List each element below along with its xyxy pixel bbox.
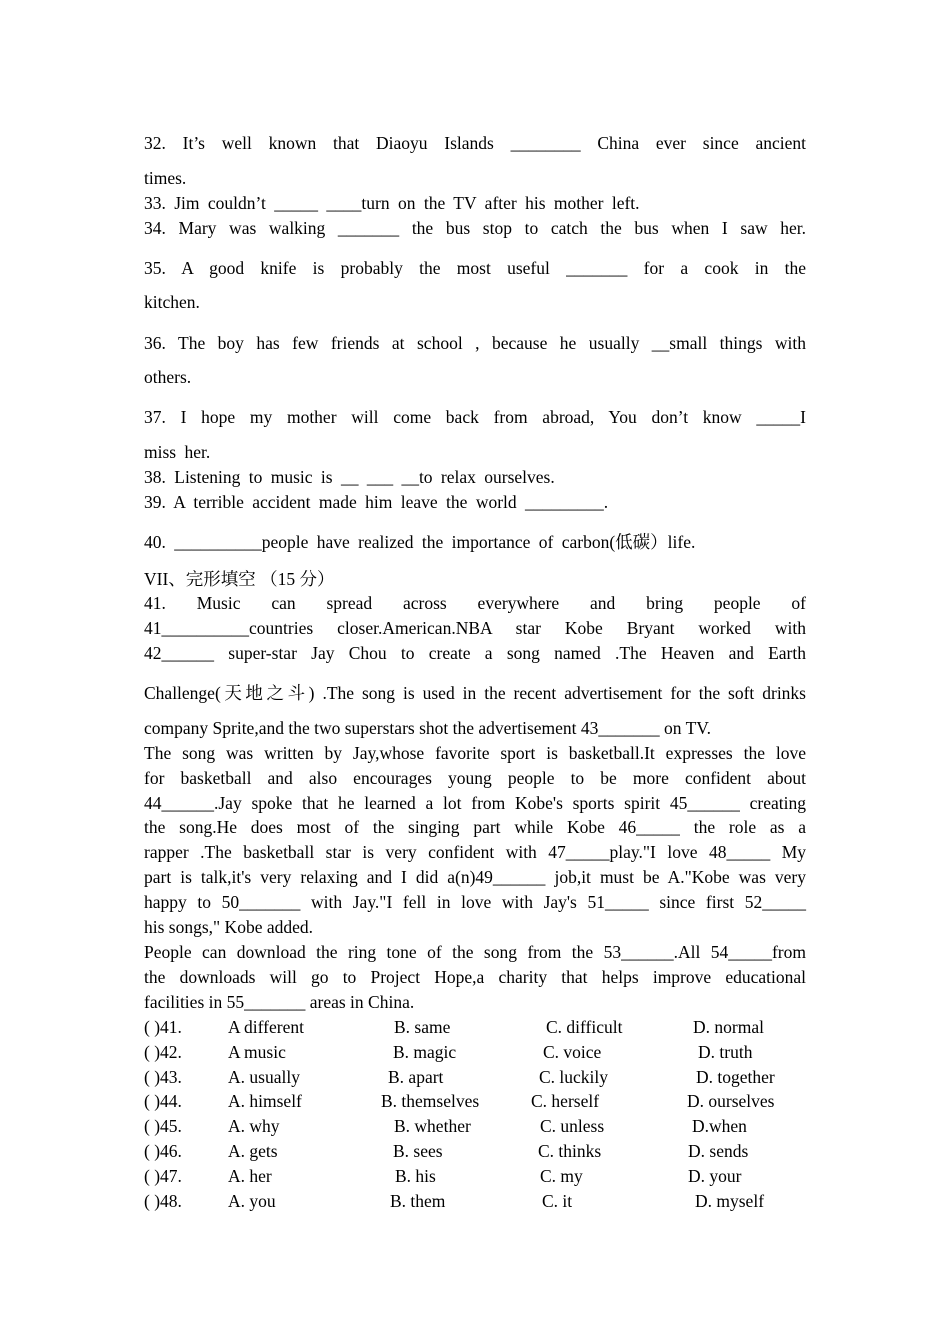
option-b: B. whether (394, 1116, 471, 1136)
option-a: A. why (228, 1116, 280, 1136)
question-37-line-2: miss her. (144, 442, 211, 462)
option-d: D. normal (693, 1017, 764, 1037)
option-c: C. it (542, 1191, 573, 1211)
option-c: C. unless (540, 1116, 605, 1136)
question-32-line-2: times. (144, 168, 187, 188)
passage-line-14: People can download the ring tone of the song from the 53______.All 54_____from (144, 942, 806, 962)
passage-line-7: for basketball and also encourages young people to be more confident about (144, 768, 806, 788)
passage-line-1: 41. Music can spread across everywhere and bring people of (144, 593, 806, 613)
question-number: ( )42. (144, 1042, 182, 1062)
option-c: C. voice (543, 1042, 602, 1062)
question-number: ( )43. (144, 1067, 182, 1087)
question-37-line-1: 37. I hope my mother will come back from abroad, You don’t know _____I (144, 407, 806, 427)
option-b: B. his (395, 1166, 436, 1186)
passage-line-10: rapper .The basketball star is very confident with 47_____play."I love 48_____ My (144, 842, 806, 862)
option-b: B. magic (393, 1042, 457, 1062)
passage-line-12: happy to 50_______ with Jay."I fell in love with Jay's 51_____ since first 52_____ (144, 892, 806, 912)
option-a: A music (228, 1042, 286, 1062)
question-number: ( )44. (144, 1091, 182, 1111)
question-number: ( )46. (144, 1141, 182, 1161)
option-c: C. luckily (539, 1067, 609, 1087)
option-d: D. myself (695, 1191, 765, 1211)
option-d: D. your (688, 1166, 742, 1186)
question-32-line-1: 32. It’s well known that Diaoyu Islands ________ China ever since ancient (144, 133, 806, 153)
passage-line-8: 44______.Jay spoke that he learned a lot from Kobe's sports spirit 45______ creating (144, 793, 806, 813)
option-a: A. her (228, 1166, 272, 1186)
option-c: C. difficult (546, 1017, 623, 1037)
option-c: C. thinks (538, 1141, 602, 1161)
option-b: B. apart (388, 1067, 444, 1087)
option-b: B. themselves (381, 1091, 480, 1111)
option-a: A. you (228, 1191, 276, 1211)
passage-line-4: Challenge(天地之斗) .The song is used in the recent advertisement for the soft drinks (144, 683, 806, 703)
question-number: ( )47. (144, 1166, 182, 1186)
passage-line-13: his songs," Kobe added. (144, 917, 314, 937)
question-35-line-1: 35. A good knife is probably the most useful _______ for a cook in the (144, 258, 806, 278)
option-a: A. gets (228, 1141, 278, 1161)
passage-line-5: company Sprite,and the two superstars shot the advertisement 43_______ on TV. (144, 718, 712, 738)
question-39: 39. A terrible accident made him leave the world _________. (144, 492, 609, 512)
question-40: 40. __________people have realized the importance of carbon(低碳）life. (144, 532, 696, 552)
question-number: ( )41. (144, 1017, 182, 1037)
section-heading-cloze: VII、完形填空 （15 分） (144, 569, 335, 589)
option-d: D. truth (698, 1042, 753, 1062)
passage-line-6: The song was written by Jay,whose favorite sport is basketball.It expresses the love (144, 743, 806, 763)
option-a: A. himself (228, 1091, 302, 1111)
question-38: 38. Listening to music is __ ___ __to relax ourselves. (144, 467, 555, 487)
passage-line-2: 41__________countries closer.American.NBA star Kobe Bryant worked with (144, 618, 806, 638)
option-c: C. herself (531, 1091, 600, 1111)
option-d: D. ourselves (687, 1091, 775, 1111)
question-33: 33. Jim couldn’t _____ ____turn on the TV after his mother left. (144, 193, 640, 213)
question-number: ( )48. (144, 1191, 182, 1211)
option-b: B. sees (393, 1141, 443, 1161)
option-d: D. sends (688, 1141, 749, 1161)
passage-line-9: the song.He does most of the singing part while Kobe 46_____ the role as a (144, 817, 806, 837)
option-d: D.when (692, 1116, 747, 1136)
question-34: 34. Mary was walking _______ the bus stop to catch the bus when I saw her. (144, 218, 806, 238)
passage-line-16: facilities in 55_______ areas in China. (144, 992, 415, 1012)
passage-line-15: the downloads will go to Project Hope,a charity that helps improve educational (144, 967, 806, 987)
question-36-line-2: others. (144, 367, 192, 387)
question-36-line-1: 36. The boy has few friends at school , because he usually __small things with (144, 333, 806, 353)
passage-line-11: part is talk,it's very relaxing and I did a(n)49______ job,it must be A."Kobe was very (144, 867, 806, 887)
option-a: A different (228, 1017, 304, 1037)
passage-line-3: 42______ super-star Jay Chou to create a song named .The Heaven and Earth (144, 643, 806, 663)
question-35-line-2: kitchen. (144, 292, 200, 312)
option-b: B. same (394, 1017, 451, 1037)
option-a: A. usually (228, 1067, 300, 1087)
option-d: D. together (696, 1067, 775, 1087)
option-b: B. them (390, 1191, 446, 1211)
option-c: C. my (540, 1166, 583, 1186)
question-number: ( )45. (144, 1116, 182, 1136)
